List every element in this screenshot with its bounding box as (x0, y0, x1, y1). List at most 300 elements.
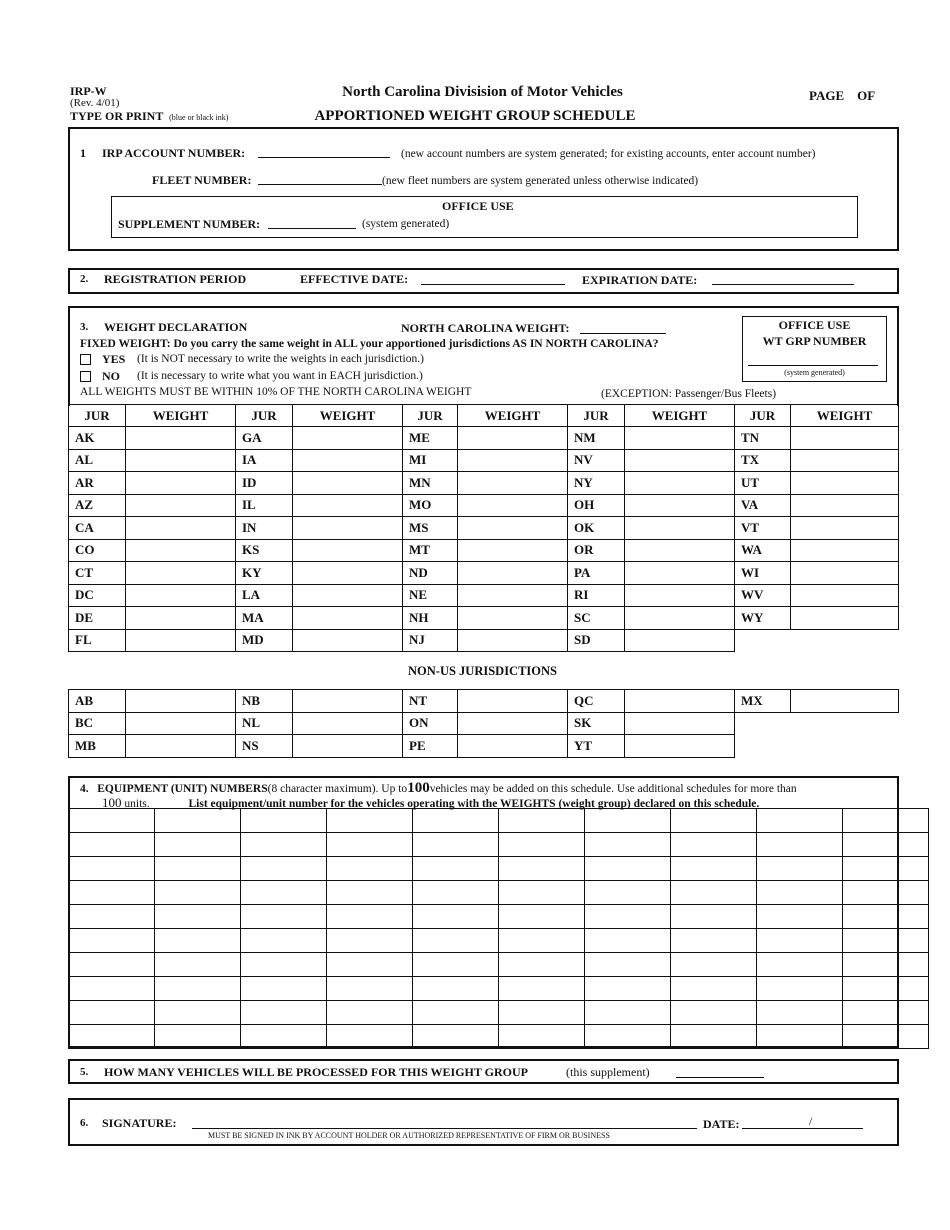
weight-input[interactable] (458, 452, 567, 468)
weight-input[interactable] (625, 738, 734, 754)
equipment-row (69, 881, 929, 905)
weight-input[interactable] (126, 542, 235, 558)
weight-input[interactable] (625, 632, 734, 648)
unit-number-cell[interactable] (585, 809, 671, 833)
unit-number-cell[interactable] (413, 833, 499, 857)
unit-number-cell[interactable] (69, 953, 155, 977)
weight-cell (293, 629, 403, 652)
office-use-label: OFFICE USE (442, 199, 514, 213)
weight-input[interactable] (625, 565, 734, 581)
weight-input[interactable] (625, 475, 734, 491)
jurisdiction-code: AB (69, 690, 126, 713)
unit-number-cell[interactable] (585, 881, 671, 905)
weight-input[interactable] (458, 475, 567, 491)
unit-number-cell[interactable] (155, 1025, 241, 1049)
weight-input[interactable] (458, 693, 567, 709)
wt-grp-number-field (748, 365, 878, 366)
unit-number-cell[interactable] (843, 1025, 929, 1049)
unit-number-cell[interactable] (499, 809, 585, 833)
unit-number-cell[interactable] (499, 977, 585, 1001)
equipment-heading: 4. EQUIPMENT (UNIT) NUMBERS(8 character maximum). Up to100vehicles may be added on this schedule. Use additional schedules for more than (80, 780, 797, 796)
weight-input[interactable] (293, 452, 402, 468)
unit-number-cell[interactable] (69, 1001, 155, 1025)
weight-cell (293, 735, 403, 758)
jurisdiction-code: NM (568, 427, 625, 450)
weight-input[interactable] (293, 565, 402, 581)
unit-number-cell[interactable] (671, 977, 757, 1001)
jurisdiction-code: CO (69, 539, 126, 562)
weight-cell (625, 629, 735, 652)
jurisdiction-code: WA (735, 539, 791, 562)
equipment-row (69, 905, 929, 929)
unit-number-cell[interactable] (671, 905, 757, 929)
jurisdiction-code: SD (568, 629, 625, 652)
unit-number-cell[interactable] (327, 929, 413, 953)
unit-number-cell[interactable] (757, 953, 843, 977)
us-row (69, 562, 899, 585)
yes-label: YES (102, 352, 126, 366)
jurisdiction-code: AL (69, 449, 126, 472)
weight-input[interactable] (293, 475, 402, 491)
jurisdiction-code: CT (69, 562, 126, 585)
yes-checkbox[interactable] (80, 354, 91, 365)
weight-input[interactable] (458, 497, 567, 513)
weight-cell (126, 629, 236, 652)
unit-number-cell[interactable] (155, 977, 241, 1001)
jurisdiction-code: MN (403, 472, 458, 495)
date-label: DATE: (703, 1117, 740, 1131)
equipment-row (69, 857, 929, 881)
jurisdiction-code: GA (236, 427, 293, 450)
weight-cell (126, 712, 236, 735)
weight-input[interactable] (791, 542, 898, 558)
unit-number-cell[interactable] (241, 953, 327, 977)
weight-cell (458, 607, 568, 630)
signature-field[interactable] (192, 1128, 697, 1129)
jurisdiction-code: SC (568, 607, 625, 630)
fleet-number-field[interactable] (258, 184, 382, 185)
unit-number-cell[interactable] (585, 857, 671, 881)
unit-number-cell[interactable] (327, 881, 413, 905)
unit-number-cell[interactable] (843, 881, 929, 905)
weight-input[interactable] (126, 632, 235, 648)
effective-date-field[interactable] (421, 284, 565, 285)
unit-number-cell[interactable] (69, 977, 155, 1001)
weight-cell (293, 494, 403, 517)
non-us-jurisdiction-table (68, 689, 899, 758)
weight-cell (791, 584, 899, 607)
jurisdiction-code: KY (236, 562, 293, 585)
unit-number-cell[interactable] (757, 857, 843, 881)
weight-input[interactable] (625, 542, 734, 558)
weight-cell (458, 494, 568, 517)
unit-number-cell[interactable] (843, 809, 929, 833)
weight-input[interactable] (458, 632, 567, 648)
weight-cell (293, 472, 403, 495)
no-note: (It is necessary to write what you want in EACH jurisdiction.) (137, 370, 423, 382)
unit-number-cell[interactable] (585, 977, 671, 1001)
exception-note: (EXCEPTION: Passenger/Bus Fleets) (601, 388, 777, 400)
weight-input[interactable] (458, 565, 567, 581)
unit-number-cell[interactable] (671, 953, 757, 977)
weight-cell (625, 539, 735, 562)
weight-cell (458, 629, 568, 652)
us-row (69, 607, 899, 630)
jurisdiction-code: DE (69, 607, 126, 630)
unit-number-cell[interactable] (327, 1001, 413, 1025)
jurisdiction-code: ON (403, 712, 458, 735)
equipment-row (69, 977, 929, 1001)
jurisdiction-code: WI (735, 562, 791, 585)
no-checkbox[interactable] (80, 371, 91, 382)
weight-input[interactable] (126, 738, 235, 754)
unit-number-cell[interactable] (241, 881, 327, 905)
weight-input[interactable] (625, 520, 734, 536)
weight-input[interactable] (791, 430, 898, 446)
unit-number-cell[interactable] (155, 1001, 241, 1025)
unit-number-cell[interactable] (757, 977, 843, 1001)
unit-number-cell[interactable] (671, 929, 757, 953)
unit-number-cell[interactable] (757, 1001, 843, 1025)
jurisdiction-code: MX (735, 690, 791, 713)
weight-input[interactable] (791, 520, 898, 536)
nc-weight-field[interactable] (580, 333, 666, 334)
weight-cell (458, 449, 568, 472)
unit-number-cell[interactable] (757, 1025, 843, 1049)
weight-input[interactable] (791, 693, 898, 709)
weight-cell (791, 539, 899, 562)
weight-cell (625, 584, 735, 607)
unit-number-cell[interactable] (413, 905, 499, 929)
weight-input[interactable] (126, 475, 235, 491)
weight-input[interactable] (791, 587, 898, 603)
jurisdiction-code: IL (236, 494, 293, 517)
unit-number-cell[interactable] (327, 809, 413, 833)
fixed-weight-question: FIXED WEIGHT: Do you carry the same weight in ALL your apportioned jurisdictions AS IN NORTH CAROLINA? (80, 338, 659, 350)
unit-number-cell[interactable] (585, 953, 671, 977)
unit-number-cell[interactable] (671, 881, 757, 905)
wt-grp-office-use-label: OFFICE USE (778, 318, 851, 332)
jurisdiction-code: TX (735, 449, 791, 472)
fleet-number-label: FLEET NUMBER: (152, 173, 252, 187)
unit-number-cell[interactable] (155, 857, 241, 881)
unit-number-cell[interactable] (327, 1025, 413, 1049)
jurisdiction-code: MA (236, 607, 293, 630)
section2-number: 2. (80, 273, 89, 285)
weight-input[interactable] (293, 632, 402, 648)
jurisdiction-code: RI (568, 584, 625, 607)
unit-number-cell[interactable] (155, 881, 241, 905)
weight-input[interactable] (625, 430, 734, 446)
unit-number-cell[interactable] (327, 905, 413, 929)
unit-number-cell[interactable] (499, 857, 585, 881)
weight-input[interactable] (126, 497, 235, 513)
unit-number-cell[interactable] (241, 857, 327, 881)
weight-input[interactable] (458, 610, 567, 626)
unit-number-cell[interactable] (241, 977, 327, 1001)
jurisdiction-code: UT (735, 472, 791, 495)
weight-input[interactable] (293, 715, 402, 731)
jurisdiction-code: PA (568, 562, 625, 585)
weight-input[interactable] (293, 542, 402, 558)
jurisdiction-code: IN (236, 517, 293, 540)
equipment-row (69, 929, 929, 953)
weight-cell (126, 690, 236, 713)
unit-number-cell[interactable] (155, 905, 241, 929)
supplement-number-note: (system generated) (362, 218, 450, 230)
unit-number-cell[interactable] (843, 857, 929, 881)
vehicle-count-label: HOW MANY VEHICLES WILL BE PROCESSED FOR THIS WEIGHT GROUP (104, 1065, 528, 1079)
weight-input[interactable] (126, 520, 235, 536)
unit-number-cell[interactable] (499, 881, 585, 905)
expiration-date-field[interactable] (712, 284, 854, 285)
unit-number-cell[interactable] (843, 953, 929, 977)
section5-number: 5. (80, 1066, 89, 1078)
unit-number-cell[interactable] (327, 833, 413, 857)
unit-number-cell[interactable] (757, 833, 843, 857)
jurisdiction-code: NS (236, 735, 293, 758)
weight-input[interactable] (791, 452, 898, 468)
unit-number-cell[interactable] (757, 905, 843, 929)
weight-input[interactable] (791, 565, 898, 581)
weight-input[interactable] (625, 610, 734, 626)
unit-number-cell[interactable] (155, 953, 241, 977)
unit-number-cell[interactable] (413, 857, 499, 881)
unit-number-cell[interactable] (241, 809, 327, 833)
us-row (69, 494, 899, 517)
unit-number-cell[interactable] (413, 929, 499, 953)
weight-input[interactable] (126, 452, 235, 468)
weight-input[interactable] (293, 520, 402, 536)
weight-cell (791, 449, 899, 472)
unit-number-cell[interactable] (499, 1025, 585, 1049)
wt-grp-system-generated: (system generated) (784, 368, 845, 377)
unit-number-cell[interactable] (499, 953, 585, 977)
unit-number-cell[interactable] (413, 977, 499, 1001)
unit-number-cell[interactable] (413, 809, 499, 833)
weight-input[interactable] (458, 542, 567, 558)
unit-number-cell[interactable] (69, 881, 155, 905)
unit-number-cell[interactable] (585, 1001, 671, 1025)
us-row (69, 539, 899, 562)
unit-number-cell[interactable] (499, 905, 585, 929)
weight-input[interactable] (791, 475, 898, 491)
col-header-weight: WEIGHT (126, 405, 236, 427)
jurisdiction-code: MI (403, 449, 458, 472)
weight-input[interactable] (126, 715, 235, 731)
equipment-row (69, 953, 929, 977)
jurisdiction-code: BC (69, 712, 126, 735)
unit-number-cell[interactable] (69, 905, 155, 929)
jurisdiction-code: CA (69, 517, 126, 540)
weight-cell (126, 562, 236, 585)
jurisdiction-code: MO (403, 494, 458, 517)
unit-number-cell[interactable] (499, 1001, 585, 1025)
weight-input[interactable] (126, 430, 235, 446)
weight-cell (625, 449, 735, 472)
jurisdiction-code: NH (403, 607, 458, 630)
page-label: PAGE OF (809, 88, 876, 103)
equipment-row (69, 809, 929, 833)
unit-number-cell[interactable] (671, 1001, 757, 1025)
unit-number-cell[interactable] (843, 1001, 929, 1025)
jurisdiction-code: OH (568, 494, 625, 517)
weight-input[interactable] (126, 587, 235, 603)
unit-number-cell[interactable] (843, 929, 929, 953)
weight-cell (126, 494, 236, 517)
weight-cell (126, 735, 236, 758)
weight-cell (126, 584, 236, 607)
section6-number: 6. (80, 1117, 89, 1129)
col-header-jur: JUR (403, 405, 458, 427)
section1-number: 1 (80, 146, 86, 160)
weight-input[interactable] (458, 520, 567, 536)
unit-number-cell[interactable] (499, 929, 585, 953)
wt-grp-number-label: WT GRP NUMBER (762, 334, 867, 348)
weight-cell (791, 690, 899, 713)
jurisdiction-code: OR (568, 539, 625, 562)
weight-cell (293, 427, 403, 450)
form-revision: (Rev. 4/01) (70, 97, 120, 109)
weight-input[interactable] (293, 587, 402, 603)
unit-number-cell[interactable] (585, 833, 671, 857)
weight-cell (791, 517, 899, 540)
weight-input[interactable] (791, 497, 898, 513)
unit-number-cell[interactable] (413, 881, 499, 905)
weight-input[interactable] (293, 738, 402, 754)
jurisdiction-code: PE (403, 735, 458, 758)
unit-number-cell[interactable] (241, 905, 327, 929)
us-jurisdiction-table (68, 404, 899, 652)
jurisdiction-code: ND (403, 562, 458, 585)
equipment-row (69, 1001, 929, 1025)
unit-number-cell[interactable] (757, 809, 843, 833)
us-row (69, 584, 899, 607)
weight-input[interactable] (458, 430, 567, 446)
unit-number-cell[interactable] (69, 1025, 155, 1049)
unit-number-cell[interactable] (671, 1025, 757, 1049)
weight-cell (625, 712, 735, 735)
unit-number-cell[interactable] (413, 1001, 499, 1025)
unit-number-cell[interactable] (757, 881, 843, 905)
weight-input[interactable] (458, 715, 567, 731)
weight-cell (458, 517, 568, 540)
equipment-subheading: 100 units. List equipment/unit number for the vehicles operating with the WEIGHTS (weight group) declared on this schedule. (102, 795, 760, 810)
weight-input[interactable] (126, 610, 235, 626)
date-field[interactable] (742, 1128, 863, 1129)
weight-cell (625, 517, 735, 540)
weight-cell (625, 735, 735, 758)
weight-input[interactable] (625, 497, 734, 513)
unit-number-cell[interactable] (241, 1001, 327, 1025)
fleet-number-note: (new fleet numbers are system generated unless otherwise indicated) (382, 175, 699, 187)
non-us-row (69, 735, 899, 758)
unit-number-cell[interactable] (843, 905, 929, 929)
unit-number-cell[interactable] (69, 929, 155, 953)
weight-input[interactable] (458, 738, 567, 754)
weight-input[interactable] (625, 693, 734, 709)
expiration-date-label: EXPIRATION DATE: (582, 273, 698, 287)
weight-input[interactable] (791, 610, 898, 626)
non-us-row (69, 690, 899, 713)
unit-number-cell[interactable] (843, 833, 929, 857)
weight-cell (625, 690, 735, 713)
unit-number-cell[interactable] (155, 809, 241, 833)
within-ten-percent-note: ALL WEIGHTS MUST BE WITHIN 10% OF THE NORTH CAROLINA WEIGHT (80, 386, 472, 398)
empty-cell (735, 735, 899, 758)
col-header-weight: WEIGHT (625, 405, 735, 427)
weight-input[interactable] (293, 497, 402, 513)
unit-number-cell[interactable] (155, 929, 241, 953)
weight-input[interactable] (625, 452, 734, 468)
unit-number-cell[interactable] (671, 833, 757, 857)
weight-input[interactable] (126, 693, 235, 709)
jurisdiction-code: NL (236, 712, 293, 735)
us-row (69, 427, 899, 450)
unit-number-cell[interactable] (757, 929, 843, 953)
jurisdiction-code: NT (403, 690, 458, 713)
unit-number-cell[interactable] (69, 857, 155, 881)
unit-number-cell[interactable] (241, 833, 327, 857)
weight-input[interactable] (293, 610, 402, 626)
unit-number-cell[interactable] (671, 809, 757, 833)
unit-number-cell[interactable] (413, 953, 499, 977)
weight-input[interactable] (293, 693, 402, 709)
jurisdiction-code: DC (69, 584, 126, 607)
unit-number-cell[interactable] (69, 833, 155, 857)
us-row (69, 629, 899, 652)
jurisdiction-code: OK (568, 517, 625, 540)
weight-cell (791, 427, 899, 450)
unit-number-cell[interactable] (155, 833, 241, 857)
unit-number-cell[interactable] (671, 857, 757, 881)
weight-input[interactable] (625, 715, 734, 731)
unit-number-cell[interactable] (585, 1025, 671, 1049)
weight-cell (126, 427, 236, 450)
weight-cell (458, 584, 568, 607)
weight-cell (458, 427, 568, 450)
col-header-jur: JUR (568, 405, 625, 427)
us-row (69, 449, 899, 472)
unit-number-cell[interactable] (69, 809, 155, 833)
irp-account-field[interactable] (258, 157, 390, 158)
unit-number-cell[interactable] (499, 833, 585, 857)
weight-input[interactable] (126, 565, 235, 581)
unit-number-cell[interactable] (241, 1025, 327, 1049)
jurisdiction-code: LA (236, 584, 293, 607)
jurisdiction-code: VT (735, 517, 791, 540)
unit-number-cell[interactable] (327, 977, 413, 1001)
unit-number-cell[interactable] (327, 953, 413, 977)
non-us-row (69, 712, 899, 735)
unit-number-cell[interactable] (413, 1025, 499, 1049)
unit-number-cell[interactable] (843, 977, 929, 1001)
weight-input[interactable] (293, 430, 402, 446)
unit-number-cell[interactable] (241, 929, 327, 953)
unit-number-cell[interactable] (327, 857, 413, 881)
vehicle-count-field[interactable] (676, 1077, 764, 1078)
equipment-unit-table (68, 808, 929, 1049)
weight-cell (625, 472, 735, 495)
unit-number-cell[interactable] (585, 929, 671, 953)
weight-cell (625, 494, 735, 517)
unit-number-cell[interactable] (585, 905, 671, 929)
supplement-number-label: SUPPLEMENT NUMBER: (118, 217, 261, 231)
registration-period-label: REGISTRATION PERIOD (104, 272, 247, 286)
weight-input[interactable] (625, 587, 734, 603)
weight-input[interactable] (458, 587, 567, 603)
col-header-jur: JUR (69, 405, 126, 427)
